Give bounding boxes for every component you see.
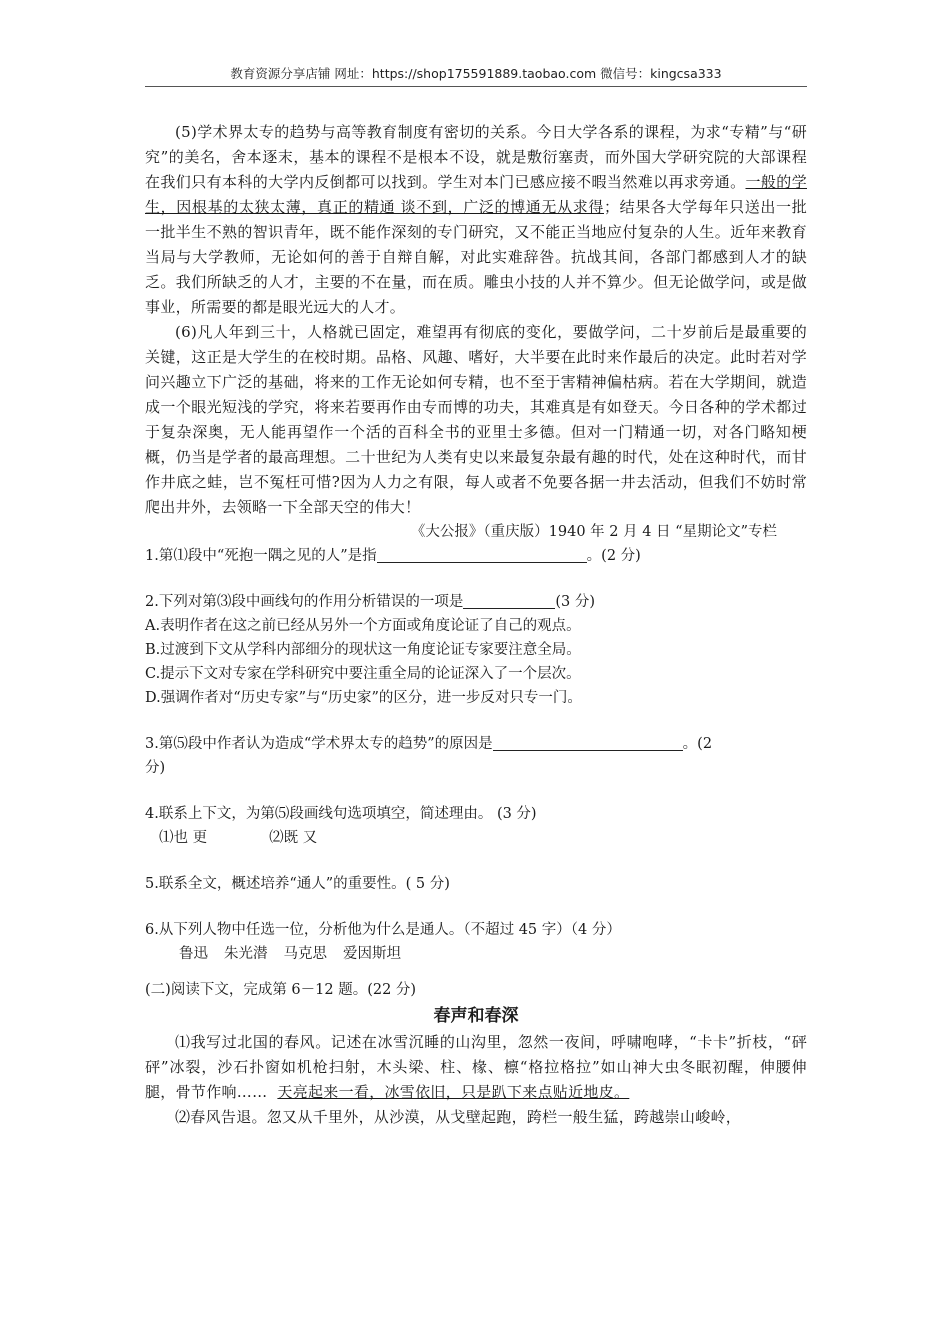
name-luxun: 鲁迅 (179, 946, 208, 962)
article-p1-underlined: 天亮起来一看，冰雪依旧，只是趴下来点贴近地皮。 (277, 1083, 630, 1101)
section-2-heading: (二)阅读下文，完成第 6－12 题。(22 分) (145, 982, 417, 998)
q3-tail-line: 分) (145, 760, 166, 776)
q2-option-d: D.强调作者对“历史专家”与“历史家”的区分，进一步反对只专一门。 (145, 690, 582, 706)
name-marx: 马克思 (283, 946, 327, 962)
question-3 (145, 732, 807, 756)
q4-options (145, 826, 807, 850)
source-citation: 《大公报》（重庆版）1940 年 2 月 4 日 “星期论文”专栏 (410, 524, 777, 540)
page-header: 教育资源分享店铺 网址：https://shop175591889.taobao.com 微信号：kingcsa333 (230, 66, 722, 81)
q2-option-b: B.过渡到下文从学科内部细分的现状这一角度论证专家要注意全局。 (145, 642, 581, 658)
q2-option-a: A.表明作者在这之前已经从另外一个方面或角度论证了自己的观点。 (145, 618, 581, 634)
article-p1-text: ⑴我写过北国的春风。记述在冰雪沉睡的山沟里，忽然一夜间，呼啸咆哮，“卡卡”折枝，“砰砰”冰裂，沙石扑窗如机枪扫射，木头梁、柱、椽、檩“格拉格拉”如山神大虫冬眠初醒，伸腰伸腿，骨节作响…… (145, 1033, 807, 1101)
question-6: 6.从下列人物中任选一位，分析他为什么是通人。（不超过 45 字）（4 分） (145, 922, 621, 938)
q6-names (145, 942, 807, 966)
q1-tail: 。(2 分) (586, 548, 641, 564)
p5-underlined: 一般的学生，因根基的太狭太薄，真正的精通 谈不到，广泛的博通无从求得 (145, 173, 807, 216)
q3-text: 3.第⑸段中作者认为造成“学术界太专的趋势”的原因是 (145, 736, 493, 752)
q3-tail: 。(2 (682, 736, 713, 752)
q2-score: (3 分) (555, 594, 595, 610)
header-divider (145, 86, 807, 87)
question-2 (145, 590, 807, 614)
p5-text-a: (5)学术界太专的趋势与高等教育制度有密切的关系。今日大学各系的课程，为求“专精”与“研究”的美名，舍本逐末，基本的课程不是根本不设，就是敷衍塞责，而外国大学研究院的大部课程在我们只有本科的大学内反倒都可以找到。学生对本门已感应接不暇当然难以再求旁通。 (145, 123, 807, 191)
q3-blank[interactable] (493, 734, 683, 751)
name-zhuguangqian: 朱光潜 (224, 946, 268, 962)
q2-stem: 2.下列对第⑶段中画线句的作用分析错误的一项是 (145, 594, 464, 610)
q1-blank[interactable] (377, 546, 587, 563)
name-einstein: 爱因斯坦 (343, 946, 401, 962)
paragraph-6: (6)凡人年到三十，人格就已固定，难望再有彻底的变化，要做学问，二十岁前后是最重要的关键，这正是大学生的在校时期。品格、风趣、嗜好，大半要在此时来作最后的决定。此时若对学问兴趣立下广泛的基础，将来的工作无论如何专精，也不至于害精神偏枯病。若在大学期间，就造成一个眼光短浅的学究，将来若要再作由专而博的功夫，其难真是有如登天。今日各种的学术都过于复杂深奥，无人能再望作一个活的百科全书的亚里士多德。但对一门精通一切，对各门略知梗概，仍当是学者的最高理想。二十世纪为人类有史以来最复杂最有趣的时代，处在这种时代，而甘作井底之蛙，岂不冤枉可惜?因为人力之有限，每人或者不免要各据一井去活动，但我们不妨时常爬出井外，去领略一下全部天空的伟大！ (145, 323, 807, 516)
q4-option-2: ⑵既 又 (269, 830, 318, 846)
question-4: 4.联系上下文，为第⑸段画线句选项填空，简述理由。 (3 分) (145, 806, 537, 822)
p5-text-b: ；结果各大学每年只送出一批一批半生不熟的智识青年，既不能作深刻的专门研究，又不能正当地应付复杂的人生。近年来教育当局与大学教师，无论如何的善于自辩自解，对此实难辞咎。抗战其间，各部门都感到人才的缺乏。我们所缺乏的人才，主要的不在量，而在质。雕虫小技的人并不算少。但无论做学问，或是做事业，所需要的都是眼光远大的人才。 (145, 198, 807, 316)
document-body (145, 120, 807, 1130)
q1-text: 1.第⑴段中“死抱一隅之见的人”是指 (145, 548, 377, 564)
question-1 (145, 544, 807, 568)
question-5: 5.联系全文，概述培养“通人”的重要性。( 5 分) (145, 876, 450, 892)
paragraph-5 (145, 120, 807, 320)
q2-option-c: C.提示下文对专家在学科研究中要注重全局的论证深入了一个层次。 (145, 666, 581, 682)
q2-blank[interactable] (463, 592, 555, 609)
q4-option-1: ⑴也 更 (159, 830, 208, 846)
article-paragraph-2: ⑵春风告退。忽又从千里外，从沙漠，从戈壁起跑，跨栏一般生猛，跨越崇山峻岭， (175, 1108, 742, 1126)
article-paragraph-1 (145, 1030, 807, 1105)
article-title: 春声和春深 (433, 1006, 519, 1026)
